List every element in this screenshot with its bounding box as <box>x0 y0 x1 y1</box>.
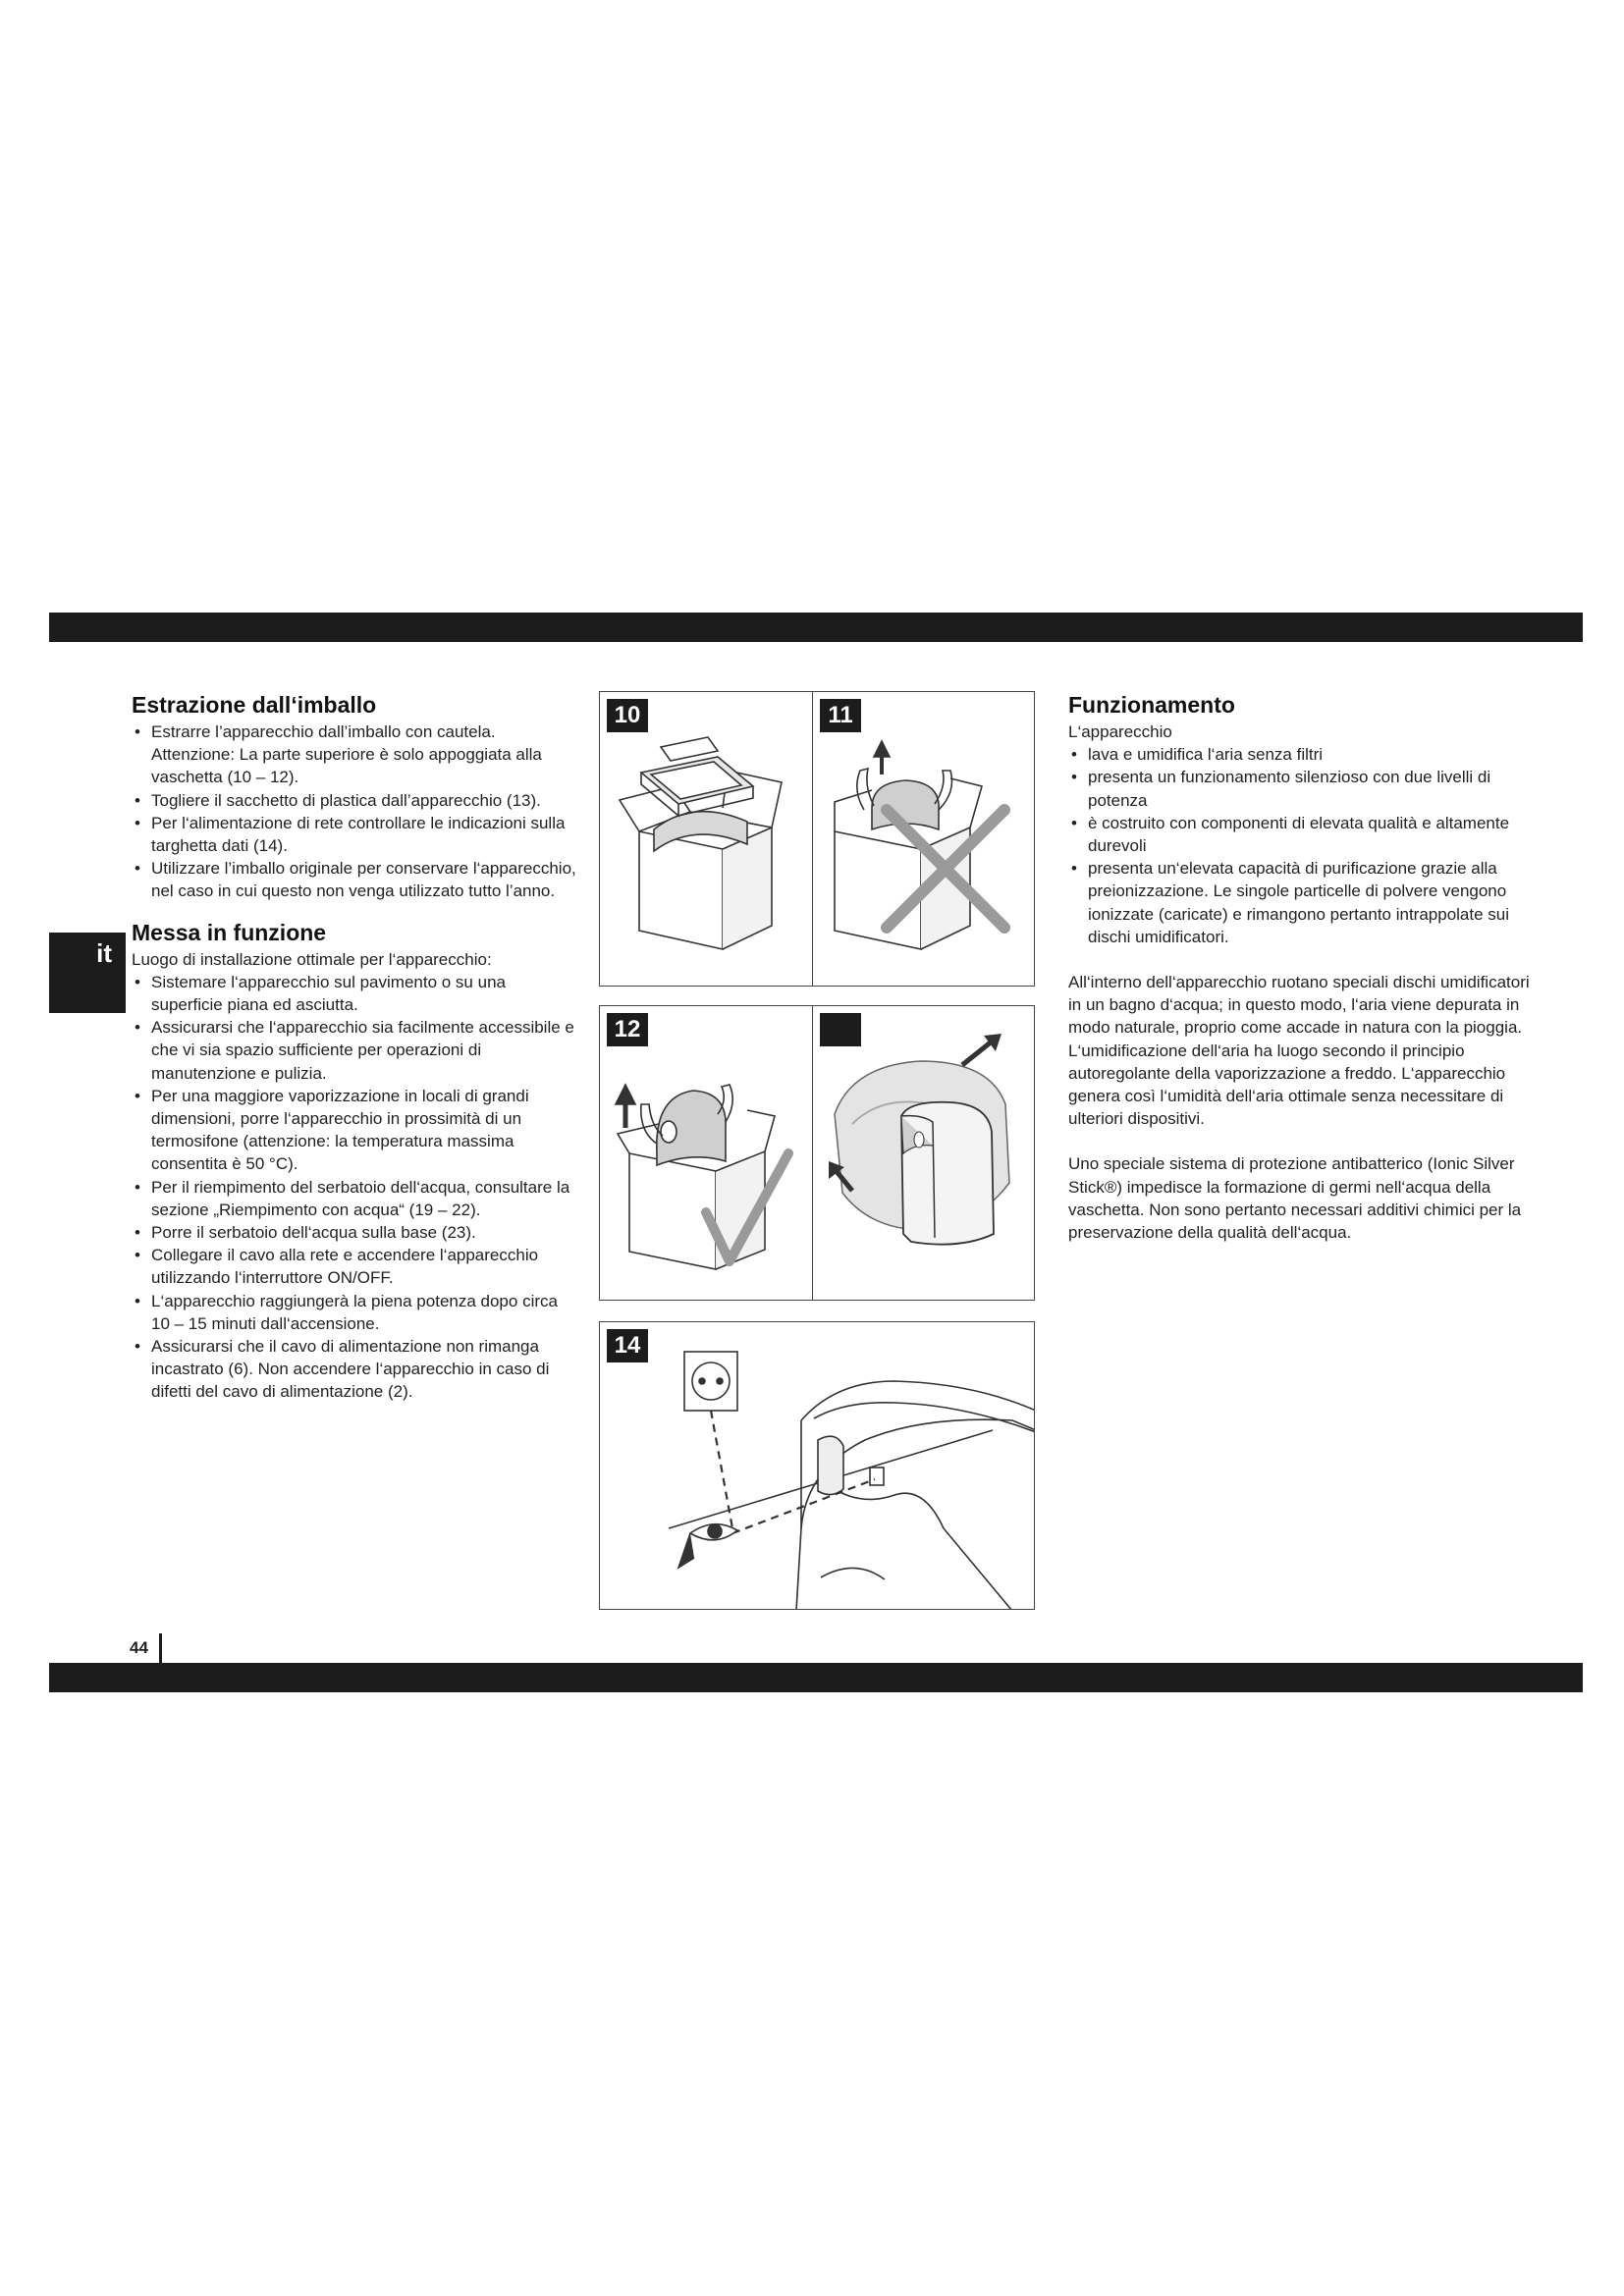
box-unpacking-illustration <box>600 692 813 987</box>
list-item: • Sistemare l‘apparecchio sul pavimento o su una superficie piana ed asciutta. <box>132 971 579 1016</box>
figure-number: 11 <box>820 699 861 732</box>
operation-intro: L‘apparecchio <box>1068 722 1172 741</box>
list-item: • Togliere il sacchetto di plastica dall’apparecchio (13). <box>132 789 579 812</box>
unpacking-list <box>132 721 579 903</box>
figure-number: 10 <box>607 699 648 732</box>
list-item: • è costruito con componenti di elevata qualità e altamente durevoli <box>1068 812 1535 857</box>
language-label: it <box>96 938 112 968</box>
unpacking-title: Estrazione dall‘imballo <box>132 692 377 718</box>
figure-12 <box>599 1005 813 1301</box>
header-bar <box>49 613 1583 642</box>
figure-10 <box>599 691 813 987</box>
list-item: • L‘apparecchio raggiungerà la piena potenza dopo circa 10 – 15 minuti dall‘accensione. <box>132 1290 579 1335</box>
list-item: • Assicurarsi che l‘apparecchio sia facilmente accessibile e che vi sia spazio sufficiente per operazioni di manutenzione e pulizia. <box>132 1016 579 1085</box>
correct-lifting-illustration <box>600 1006 813 1301</box>
footer-bar <box>49 1663 1583 1692</box>
figure-11 <box>812 691 1035 987</box>
plastic-bag-removal-illustration <box>813 1006 1035 1301</box>
wrong-lifting-illustration <box>813 692 1035 987</box>
figure-number: 12 <box>607 1013 648 1046</box>
figure-number: 14 <box>607 1329 648 1362</box>
rating-plate-illustration <box>600 1322 1035 1610</box>
setup-intro: Luogo di installazione ottimale per l‘apparecchio: <box>132 949 492 969</box>
operation-paragraph: Uno speciale sistema di protezione antibatterico (Ionic Silver Stick®) impedisce la formazione di germi nell‘acqua della vaschetta. Non sono pertanto necessari additivi chimici per la preservazione della qualità dell‘acqua. <box>1068 1154 1522 1243</box>
list-item: • Collegare il cavo alla rete e accendere l‘apparecchio utilizzando l‘interruttore ON/OFF. <box>132 1244 579 1289</box>
page-number: 44 <box>130 1633 162 1663</box>
list-item: • Per l‘alimentazione di rete controllare le indicazioni sulla targhetta dati (14). <box>132 812 579 857</box>
list-item: • presenta un‘elevata capacità di purificazione grazie alla preionizzazione. Le singole particelle di polvere vengono ionizzate (caricate) e rimangono pertanto intrappolate sui dischi umidificatori. <box>1068 857 1535 948</box>
list-item: • presenta un funzionamento silenzioso con due livelli di potenza <box>1068 766 1535 811</box>
operation-title: Funzionamento <box>1068 692 1235 718</box>
figure-14 <box>599 1321 1035 1610</box>
operation-list <box>1068 743 1535 948</box>
setup-title: Messa in funzione <box>132 919 327 945</box>
language-tab <box>49 933 126 1013</box>
list-item: • Utilizzare l’imballo originale per conservare l‘apparecchio, nel caso in cui questo non venga utilizzato tutto l’anno. <box>132 857 579 902</box>
operation-paragraph: L‘umidificazione dell‘aria ha luogo secondo il principio autoregolante della vaporizzazione a freddo. L‘apparecchio genera così l‘umidità dell‘aria ottimale senza necessitare di ulteriori dispositivi. <box>1068 1041 1506 1129</box>
setup-list <box>132 971 579 1404</box>
operation-paragraph: All‘interno dell‘apparecchio ruotano speciali dischi umidificatori in un bagno d‘acqua; in questo modo, l‘aria viene depurata in modo naturale, proprio come accade in natura con la pioggia. <box>1068 973 1530 1038</box>
left-column <box>132 691 579 1404</box>
list-item: • Per il riempimento del serbatoio dell‘acqua, consultare la sezione „Riempimento con acqua“ (19 – 22). <box>132 1176 579 1221</box>
list-item: • Porre il serbatoio dell‘acqua sulla base (23). <box>132 1221 579 1244</box>
list-item: • Assicurarsi che il cavo di alimentazione non rimanga incastrato (6). Non accendere l‘apparecchio in caso di difetti del cavo di alimentazione (2). <box>132 1335 579 1404</box>
list-item: • Per una maggiore vaporizzazione in locali di grandi dimensioni, porre l‘apparecchio in prossimità di un termosifone (attenzione: la temperatura massima consentita è 50 °C). <box>132 1085 579 1176</box>
right-column <box>1068 691 1535 1244</box>
figure-number <box>820 1013 861 1046</box>
figure-13 <box>812 1005 1035 1301</box>
list-item: • lava e umidifica l‘aria senza filtri <box>1068 743 1535 766</box>
list-item: • Estrarre l’apparecchio dall’imballo con cautela. Attenzione: La parte superiore è solo appoggiata alla vaschetta (10 – 12). <box>132 721 579 789</box>
